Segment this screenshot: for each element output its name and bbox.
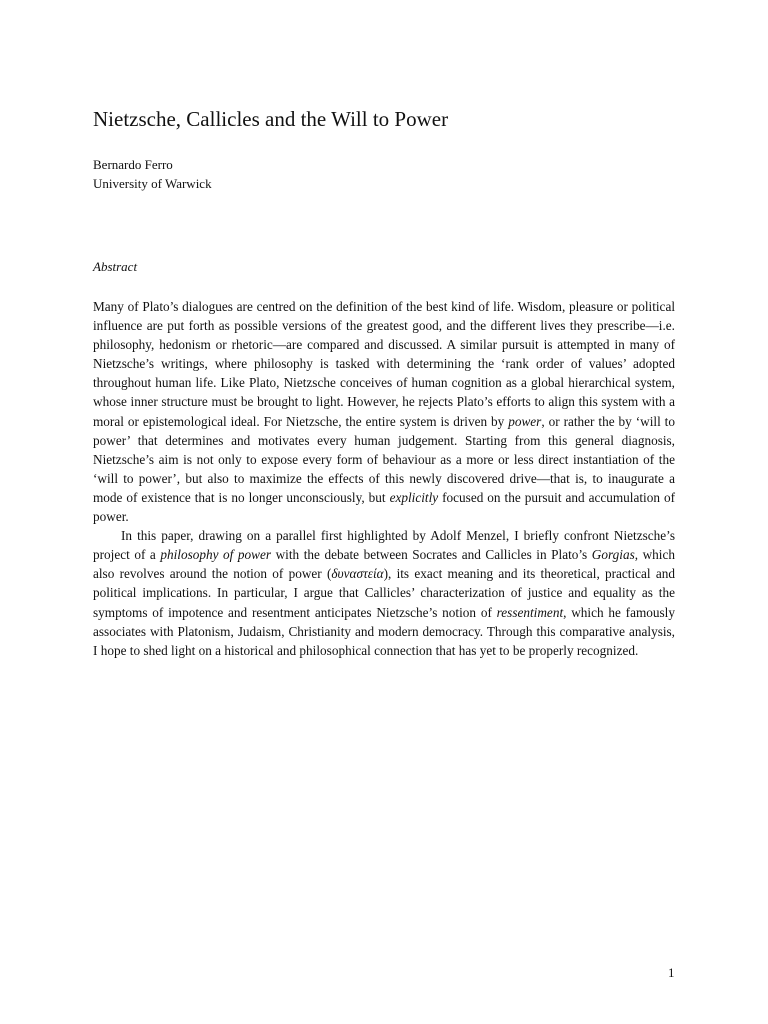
paragraph-2-text-1: In this paper, drawing on a parallel first highlighted by Adolf Menzel, I briefly confront Nietzsche’s project of a [93,528,675,563]
abstract-body [93,297,675,660]
abstract-heading: Abstract [93,259,138,274]
paragraph-2-greek-term: δυναστεία [331,566,384,582]
paragraph-1-text-2: , or rather the by ‘will to power’ that determines and motivates every human judgement. Starting from this general diagnosis, Nietzsche’s aim is not only to expose every form of behaviour as a more or less direct instantiation of the ‘will to power’, but also to maximize the effects of this newly discovered drive—that is, to inaugurate a mode of existence that is no longer unconsciously, but [93,413,675,505]
paragraph-2-text-2: with the debate between Socrates and Callicles in Plato’s [271,547,592,563]
paragraph-2-emphasis-ressentiment: ressentiment [496,604,564,620]
paper-title: Nietzsche, Callicles and the Will to Power [93,107,449,131]
abstract-paragraph-2 [93,526,675,660]
author-block [93,155,593,193]
paragraph-2-emphasis-gorgias: Gorgias [591,547,635,563]
paragraph-2-emphasis-philosophy-of-power: philosophy of power [160,547,272,563]
paragraph-2-text-3: , which also revolves around the notion of power ( [93,547,675,582]
author-affiliation: University of Warwick [93,176,212,191]
paragraph-2-text-4: ), its exact meaning and its theoretical, practical and political implications. In particular, I argue that Callicles’ characterization of justice and equality as the symptoms of impotence and resentment anticipates Nietzsche’s notion of [93,566,675,620]
paragraph-1-emphasis-power: power [508,413,542,429]
author-name: Bernardo Ferro [93,157,173,172]
abstract-paragraph-1 [93,297,675,526]
paragraph-2-text-5: , which he famously associates with Platonism, Judaism, Christianity and modern democracy. Through this comparative analysis, I hope to shed light on a historical and philosophical connection that has yet to be properly recognized. [93,604,675,658]
paragraph-1-emphasis-explicitly: explicitly [389,489,439,505]
paragraph-1-text-3: focused on the pursuit and accumulation of power. [93,489,675,525]
page-number: 1 [668,965,675,980]
paragraph-1-text-1: Many of Plato’s dialogues are centred on the definition of the best kind of life. Wisdom, pleasure or political influence are put forth as possible versions of the greatest good, and the different lives they prescribe—i.e. philosophy, hedonism or rhetoric—are compared and discussed. A similar pursuit is attempted in many of Nietzsche’s writings, where philosophy is tasked with determining the ‘rank order of values’ adopted throughout human life. Like Plato, Nietzsche conceives of human cognition as a global hierarchical system, whose inner structure must be brought to light. However, he rejects Plato’s efforts to align this system with a moral or epistemological ideal. For Nietzsche, the entire system is driven by [93,299,675,429]
